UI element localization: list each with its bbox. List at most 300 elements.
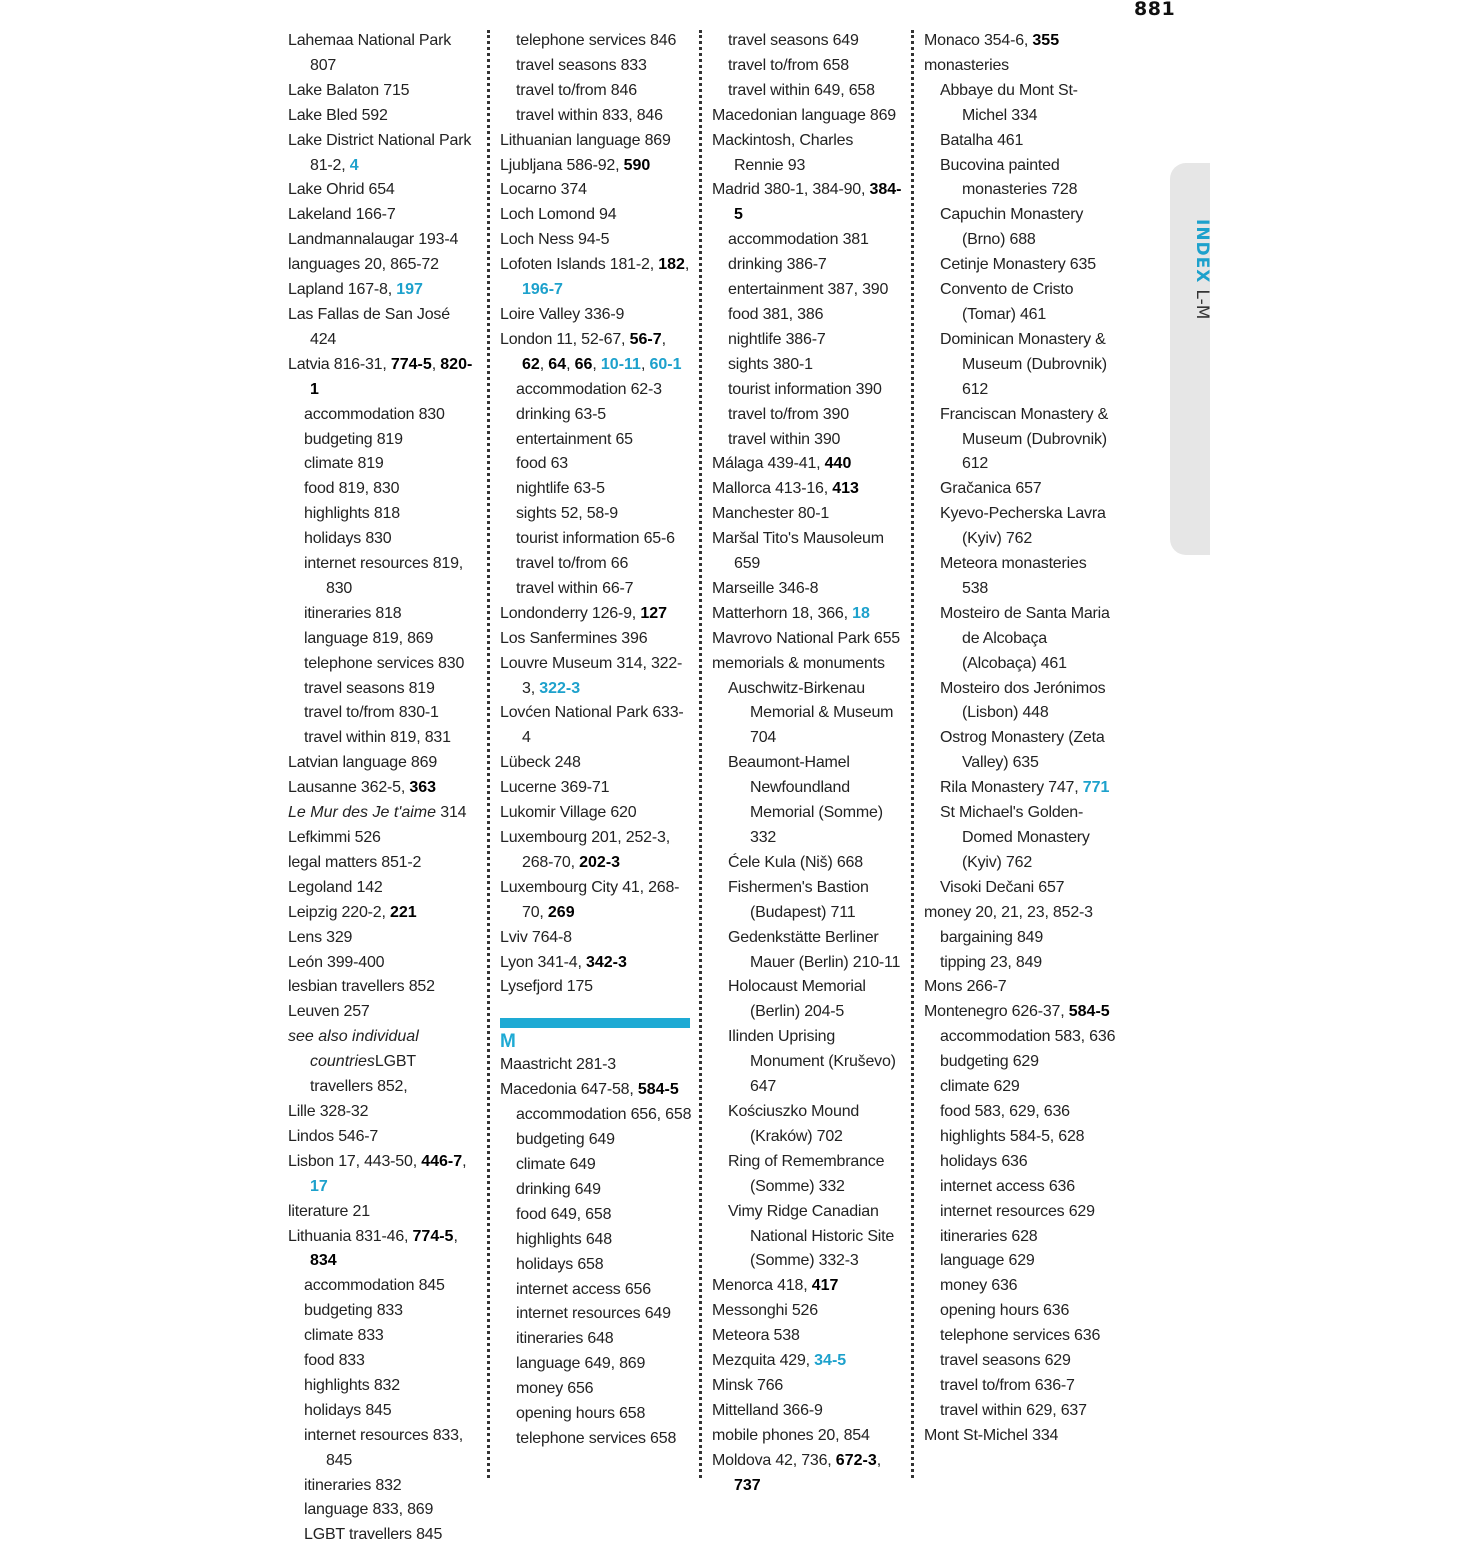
entry-text: Lithuanian language 869 — [500, 131, 671, 149]
entry-text: money 636 — [940, 1277, 1018, 1295]
index-subentry — [712, 751, 904, 851]
map-page-ref: 584-5 — [637, 1081, 679, 1099]
map-page-ref: 440 — [824, 455, 852, 473]
index-subentry — [288, 652, 480, 677]
index-subentry — [288, 428, 480, 453]
index-subentry — [500, 452, 692, 477]
index-subentry — [712, 328, 904, 353]
index-subentry — [924, 278, 1116, 328]
index-entry — [500, 1078, 692, 1103]
index-subentry — [924, 1075, 1116, 1100]
entry-text: Ostrog Monastery (Zeta Valley) 635 — [940, 729, 1105, 772]
entry-text: Lucerne 369-71 — [500, 779, 610, 797]
index-subentry — [924, 79, 1116, 129]
entry-text: Manchester 80-1 — [712, 505, 830, 523]
index-entry — [288, 29, 480, 79]
entry-italic-text: see also individual countries — [288, 1028, 419, 1071]
entry-text: LGBT travellers 845 — [304, 1526, 443, 1544]
index-entry — [500, 253, 692, 303]
index-entry — [288, 901, 480, 926]
entry-text: Loch Lomond 94 — [500, 206, 617, 224]
entry-text: accommodation 381 — [728, 231, 869, 249]
index-subentry — [500, 403, 692, 428]
column-divider — [487, 30, 490, 1478]
index-subentry — [712, 253, 904, 278]
entry-text: languages 20, 865-72 — [288, 256, 439, 274]
entry-text: telephone services 658 — [516, 1429, 677, 1447]
index-entry — [288, 178, 480, 203]
index-entry — [500, 926, 692, 951]
entry-text: holidays 658 — [516, 1255, 604, 1273]
entry-text: Franciscan Monastery & Museum (Dubrovnik) 612 — [940, 405, 1109, 473]
index-subentry — [924, 677, 1116, 727]
entry-text: itineraries 648 — [516, 1330, 614, 1348]
entry-text: , — [462, 1152, 467, 1170]
entry-text: London 11, 52-67, — [500, 330, 630, 348]
index-subentry — [500, 1278, 692, 1303]
index-entry — [500, 751, 692, 776]
entry-text: accommodation 583, 636 — [940, 1028, 1116, 1046]
entry-text: Kościuszko Mound (Kraków) 702 — [728, 1102, 860, 1145]
entry-text: St Michael's Golden-Domed Monastery (Kyiv) 762 — [940, 804, 1090, 871]
index-subentry — [924, 1249, 1116, 1274]
entry-text: food 649, 658 — [516, 1205, 612, 1223]
entry-text: Lahemaa National Park 807 — [288, 32, 452, 74]
index-subentry — [924, 477, 1116, 502]
entry-text: Latvia 816-31, — [288, 355, 391, 373]
entry-text: Dominican Monastery & Museum (Dubrovnik) 612 — [940, 330, 1107, 398]
entry-text: Mosteiro dos Jerónimos (Lisbon) 448 — [940, 679, 1106, 722]
index-subentry — [500, 1103, 692, 1128]
entry-text: money 656 — [516, 1380, 594, 1398]
index-subentry — [712, 677, 904, 752]
entry-text: Lysefjord 175 — [500, 978, 593, 996]
entry-text: travel within 649, 658 — [728, 81, 875, 99]
index-entry — [288, 228, 480, 253]
index-subentry — [500, 1377, 692, 1402]
entry-text: itineraries 832 — [304, 1476, 402, 1494]
index-subentry — [924, 1399, 1116, 1424]
entry-text: Rila Monastery 747, — [940, 779, 1083, 797]
map-page-ref: 342-3 — [585, 953, 627, 971]
entry-text: itineraries 818 — [304, 604, 402, 622]
index-subentry — [712, 353, 904, 378]
entry-italic-text: Le Mur des Je t'aime — [288, 804, 437, 822]
entry-text: accommodation 656, 658 — [516, 1106, 692, 1124]
index-entry — [500, 602, 692, 627]
index-subentry — [288, 552, 480, 602]
entry-text: monasteries — [924, 56, 1009, 74]
index-entry — [712, 477, 904, 502]
entry-text: Ljubljana 586-92, — [500, 156, 624, 174]
entry-text: Loch Ness 94-5 — [500, 231, 610, 249]
index-subentry — [924, 602, 1116, 677]
entry-text: telephone services 846 — [516, 32, 677, 49]
index-entry — [712, 1399, 904, 1424]
index-entry — [500, 228, 692, 253]
index-subentry — [712, 926, 904, 976]
index-entry — [712, 452, 904, 477]
entry-text: Lisbon 17, 443-50, — [288, 1152, 422, 1170]
entry-text: Bucovina painted monasteries 728 — [940, 156, 1078, 199]
entry-text: food 381, 386 — [728, 305, 824, 323]
index-subentry — [500, 1427, 692, 1452]
entry-text: Lefkimmi 526 — [288, 829, 381, 846]
index-subentry — [712, 1200, 904, 1275]
entry-text: Gedenkstätte Berliner Mauer (Berlin) 210-11 — [728, 928, 901, 971]
entry-text: mobile phones 20, 854 — [712, 1426, 870, 1444]
column-divider — [699, 30, 702, 1478]
entry-text: Minsk 766 — [712, 1376, 784, 1394]
index-entry — [500, 801, 692, 826]
map-page-ref: 56-7 — [629, 330, 662, 348]
entry-text: Holocaust Memorial (Berlin) 204-5 — [728, 978, 866, 1021]
entry-text: Landmannalaugar 193-4 — [288, 231, 459, 249]
entry-text: internet resources 629 — [940, 1202, 1095, 1220]
index-entry — [712, 1424, 904, 1449]
entry-text: Lake Balaton 715 — [288, 81, 410, 99]
entry-text: Ćele Kula (Niš) 668 — [728, 853, 863, 871]
index-subentry — [924, 1349, 1116, 1374]
index-entry — [712, 502, 904, 527]
entry-text: Mittelland 366-9 — [712, 1401, 823, 1419]
entry-text: , — [431, 355, 441, 373]
index-subentry — [500, 1352, 692, 1377]
entry-text: Málaga 439-41, — [712, 455, 825, 473]
entry-text: budgeting 629 — [940, 1053, 1039, 1071]
map-page-ref: 202-3 — [579, 853, 621, 871]
index-subentry — [500, 1153, 692, 1178]
index-subentry — [712, 851, 904, 876]
entry-text: entertainment 65 — [516, 430, 633, 448]
map-page-ref: 64 — [548, 355, 567, 373]
index-subentry — [924, 776, 1116, 801]
entry-text: Macedonian language 869 — [712, 106, 897, 124]
index-subentry — [924, 1050, 1116, 1075]
index-entry — [924, 975, 1116, 1000]
entry-text: 314 — [436, 804, 467, 822]
index-entry — [500, 154, 692, 179]
entry-text: food 583, 629, 636 — [940, 1102, 1070, 1120]
index-subentry — [924, 403, 1116, 478]
index-entry — [288, 826, 480, 851]
index-subentry — [500, 1178, 692, 1203]
entry-text: Auschwitz-Birkenau Memorial & Museum 704 — [728, 679, 894, 747]
index-entry — [712, 627, 904, 652]
index-subentry — [924, 951, 1116, 976]
index-entry — [288, 776, 480, 801]
index-subentry — [500, 428, 692, 453]
index-subentry — [288, 452, 480, 477]
map-page-ref: 269 — [547, 903, 575, 921]
entry-text: Lovćen National Park 633-4 — [500, 704, 684, 747]
entry-text: accommodation 830 — [304, 405, 445, 423]
section-letter: M — [500, 1031, 516, 1053]
entry-text: nightlife 63-5 — [516, 480, 605, 498]
entry-text: tourist information 390 — [728, 380, 882, 398]
index-subentry — [924, 801, 1116, 876]
index-subentry — [288, 1274, 480, 1299]
entry-text: Kyevo-Pecherska Lavra (Kyiv) 762 — [940, 505, 1106, 548]
entry-text: Maastricht 281-3 — [500, 1056, 616, 1074]
index-entry — [500, 328, 692, 378]
entry-text: holidays 636 — [940, 1152, 1028, 1170]
index-subentry — [712, 403, 904, 428]
entry-text: literature 21 — [288, 1202, 370, 1220]
index-entry — [500, 129, 692, 154]
index-entry — [500, 178, 692, 203]
index-entry — [500, 776, 692, 801]
entry-text: travel within 819, 831 — [304, 729, 451, 747]
index-entry — [288, 253, 480, 278]
entry-text: travel seasons 629 — [940, 1352, 1071, 1370]
index-subentry — [288, 502, 480, 527]
entry-text: Ilinden Uprising Monument (Kruševo) 647 — [728, 1028, 896, 1096]
entry-text: Visoki Dečani 657 — [940, 878, 1065, 896]
index-subentry — [288, 403, 480, 428]
index-entry — [288, 1100, 480, 1125]
entry-text: travel to/from 390 — [728, 405, 849, 423]
entry-text: Messonghi 526 — [712, 1302, 818, 1320]
index-entry — [288, 303, 480, 353]
entry-text: holidays 845 — [304, 1401, 392, 1419]
entry-text: money 20, 21, 23, 852-3 — [924, 903, 1093, 921]
index-subentry — [288, 701, 480, 726]
entry-text: Lake Bled 592 — [288, 106, 388, 124]
entry-text: Abbaye du Mont St-Michel 334 — [940, 81, 1078, 124]
index-subentry — [924, 1374, 1116, 1399]
column-divider — [911, 30, 914, 1478]
index-entry — [924, 54, 1116, 79]
index-column-1 — [288, 29, 480, 1548]
index-entry — [924, 1000, 1116, 1025]
index-entry — [712, 1374, 904, 1399]
index-entry — [288, 751, 480, 776]
index-subentry — [712, 303, 904, 328]
index-subentry — [500, 477, 692, 502]
entry-text: Louvre Museum 314, 322-3, — [500, 654, 683, 697]
entry-text: Lübeck 248 — [500, 754, 581, 772]
index-entry — [288, 278, 480, 303]
entry-text: Moldova 42, 736, — [712, 1451, 836, 1469]
photo-page-ref: 322-3 — [539, 679, 581, 697]
entry-text: Lyon 341-4, — [500, 953, 586, 971]
index-entry — [712, 602, 904, 627]
index-subentry — [924, 502, 1116, 552]
index-subentry — [288, 726, 480, 751]
entry-text: Loire Valley 336-9 — [500, 305, 625, 323]
entry-text: Luxembourg 201, 252-3, 268-70, — [500, 829, 670, 871]
index-subentry — [288, 1523, 480, 1548]
entry-text: Lithuania 831-46, — [288, 1227, 413, 1245]
index-subentry — [288, 677, 480, 702]
entry-text: climate 629 — [940, 1078, 1020, 1096]
entry-text: memorials & monuments — [712, 654, 885, 672]
index-entry — [712, 1274, 904, 1299]
index-subentry — [500, 577, 692, 602]
map-page-ref: 590 — [623, 156, 651, 174]
index-entry — [288, 1000, 480, 1025]
map-page-ref: 737 — [734, 1476, 761, 1494]
index-entry — [500, 303, 692, 328]
entry-text: , — [684, 256, 690, 274]
entry-text: Locarno 374 — [500, 181, 587, 199]
index-subentry — [288, 1374, 480, 1399]
index-subentry — [288, 1424, 480, 1474]
index-entry — [288, 104, 480, 129]
entry-text: travel to/from 846 — [516, 81, 637, 99]
entry-text: language 629 — [940, 1252, 1035, 1270]
entry-text: food 819, 830 — [304, 480, 400, 498]
photo-page-ref: 60-1 — [649, 355, 682, 373]
index-subentry — [924, 1175, 1116, 1200]
index-entry — [288, 203, 480, 228]
map-page-ref: 384-5 — [734, 181, 902, 224]
index-entry — [712, 1299, 904, 1324]
map-page-ref: 834 — [310, 1252, 337, 1270]
index-subentry — [712, 1025, 904, 1100]
index-subentry — [924, 253, 1116, 278]
entry-text: language 649, 869 — [516, 1355, 646, 1373]
entry-text: Los Sanfermines 396 — [500, 629, 648, 647]
index-entry — [288, 975, 480, 1000]
map-page-ref: 672-3 — [835, 1451, 877, 1469]
entry-text: Cetinje Monastery 635 — [940, 256, 1096, 274]
index-entry — [288, 851, 480, 876]
entry-text: travel within 66-7 — [516, 579, 634, 597]
index-entry — [288, 1150, 480, 1200]
entry-text: lesbian travellers 852 — [288, 978, 435, 996]
entry-text: internet resources 819, 830 — [304, 555, 464, 597]
index-entry — [924, 1424, 1116, 1449]
index-subentry — [500, 1402, 692, 1427]
index-entry — [924, 29, 1116, 54]
index-subentry — [500, 378, 692, 403]
entry-text: , — [876, 1451, 881, 1469]
page-number: 881 — [1134, 0, 1176, 20]
entry-text: Meteora 538 — [712, 1327, 800, 1345]
map-page-ref: 62 — [522, 355, 540, 373]
entry-text: opening hours 658 — [516, 1405, 646, 1423]
entry-text: highlights 818 — [304, 505, 400, 523]
index-entry — [500, 876, 692, 926]
index-entry — [288, 79, 480, 104]
entry-text: telephone services 830 — [304, 654, 465, 672]
entry-text: Montenegro 626-37, — [924, 1003, 1069, 1021]
entry-text: Lviv 764-8 — [500, 928, 572, 946]
entry-text: Lofoten Islands 181-2, — [500, 256, 659, 274]
index-entry — [500, 975, 692, 1000]
index-tab-label — [1184, 219, 1212, 379]
index-subentry — [712, 29, 904, 54]
entry-text: Vimy Ridge Canadian National Historic Site (Somme) 332-3 — [728, 1202, 895, 1270]
index-column-4 — [924, 29, 1116, 1449]
index-subentry — [288, 602, 480, 627]
index-subentry — [924, 203, 1116, 253]
index-entry — [288, 1125, 480, 1150]
map-page-ref: 221 — [389, 903, 417, 921]
entry-text: budgeting 833 — [304, 1302, 403, 1320]
entry-text: Mont St-Michel 334 — [924, 1426, 1059, 1444]
photo-page-ref: 18 — [852, 604, 870, 622]
entry-text: climate 649 — [516, 1155, 596, 1173]
index-subentry — [924, 926, 1116, 951]
index-subentry — [288, 527, 480, 552]
index-subentry — [500, 552, 692, 577]
entry-text: Mackintosh, Charles Rennie 93 — [712, 131, 854, 174]
entry-text: tourist information 65-6 — [516, 530, 675, 548]
photo-page-ref: 4 — [349, 156, 359, 174]
entry-text: Convento de Cristo (Tomar) 461 — [940, 281, 1074, 323]
index-subentry — [500, 104, 692, 129]
index-subentry — [500, 1228, 692, 1253]
map-page-ref: 820-1 — [310, 355, 473, 398]
entry-text: Lakeland 166-7 — [288, 206, 396, 224]
index-subentry — [500, 29, 692, 54]
entry-text: Leipzig 220-2, — [288, 903, 390, 921]
index-subentry — [288, 477, 480, 502]
photo-page-ref: 197 — [396, 281, 423, 299]
index-subentry — [712, 1100, 904, 1150]
index-entry — [288, 1225, 480, 1275]
index-entry — [288, 951, 480, 976]
entry-text: sights 380-1 — [728, 355, 813, 373]
index-entry — [712, 527, 904, 577]
letter-bar — [500, 1018, 690, 1028]
map-page-ref: 413 — [832, 480, 859, 498]
entry-text: travel within 833, 846 — [516, 106, 663, 124]
index-subentry — [712, 378, 904, 403]
entry-text: Latvian language 869 — [288, 754, 438, 772]
map-page-ref: 774-5 — [390, 355, 432, 373]
entry-text: nightlife 386-7 — [728, 330, 826, 348]
entry-text: highlights 584-5, 628 — [940, 1127, 1085, 1145]
entry-text: Lapland 167-8, — [288, 281, 397, 299]
index-subentry — [288, 627, 480, 652]
entry-text: travel within 390 — [728, 430, 841, 448]
entry-text: travel seasons 819 — [304, 679, 435, 697]
entry-text: accommodation 845 — [304, 1277, 445, 1295]
entry-text: Lindos 546-7 — [288, 1127, 379, 1145]
index-subentry — [924, 876, 1116, 901]
photo-page-ref: 17 — [310, 1177, 328, 1195]
tab-word: INDEX — [1192, 219, 1212, 284]
map-page-ref: 182 — [658, 256, 685, 274]
index-entry — [712, 104, 904, 129]
index-entry — [500, 652, 692, 702]
entry-text: food 63 — [516, 455, 568, 473]
index-subentry — [500, 502, 692, 527]
map-page-ref: 774-5 — [412, 1227, 454, 1245]
entry-text: drinking 649 — [516, 1180, 601, 1198]
index-subentry — [924, 129, 1116, 154]
index-subentry — [500, 1203, 692, 1228]
entry-text: Marseille 346-8 — [712, 579, 819, 597]
index-entry — [288, 129, 480, 179]
index-subentry — [924, 552, 1116, 602]
entry-text: opening hours 636 — [940, 1302, 1070, 1320]
entry-text: Maršal Tito's Mausoleum 659 — [712, 530, 884, 573]
entry-text: , — [640, 355, 650, 373]
entry-text: bargaining 849 — [940, 928, 1044, 946]
index-subentry — [288, 1399, 480, 1424]
index-entry — [712, 652, 904, 677]
entry-text: itineraries 628 — [940, 1227, 1038, 1245]
entry-text: Lake Ohrid 654 — [288, 181, 395, 199]
entry-text: entertainment 387, 390 — [728, 281, 889, 299]
entry-text: highlights 648 — [516, 1230, 612, 1248]
index-column-3 — [712, 29, 904, 1498]
